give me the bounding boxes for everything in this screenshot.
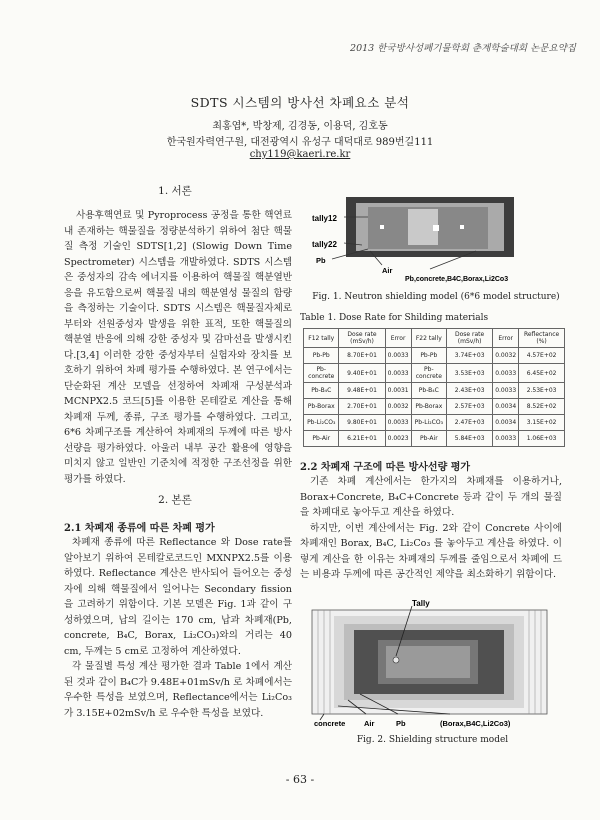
table-cell: 0.0033	[385, 415, 411, 431]
table-cell: Pb-concrete	[304, 364, 339, 383]
table-body	[304, 348, 565, 447]
sub21-heading: 2.1 차폐재 종류에 따른 차폐 평가	[64, 523, 215, 534]
table-cell: 0.0032	[385, 399, 411, 415]
table-cell: 3.53E+03	[447, 364, 493, 383]
table-cell: 6.21E+01	[339, 431, 385, 447]
fig1-tally-marker	[380, 225, 384, 229]
table-cell: 0.0031	[385, 383, 411, 399]
intro-heading: 1. 서론	[158, 185, 192, 197]
table-cell: Pb-Borax	[411, 399, 446, 415]
table-cell: 2.70E+01	[339, 399, 385, 415]
table-header-cell: Error	[385, 329, 411, 348]
paper-authors: 최홍엽*, 박창제, 김경동, 이용덕, 김호동	[212, 121, 388, 132]
table-row	[304, 431, 565, 447]
table-header-cell: Error	[493, 329, 519, 348]
table-row	[304, 364, 565, 383]
paper-title: SDTS 시스템의 방사선 차폐요소 분석	[190, 95, 410, 110]
fig1-label-air: Air	[382, 266, 393, 275]
sub22-text: 기존 차폐 계산에서는 한가지의 차폐재를 이용하거나, Borax+Concrete, B₄C+Concrete 등과 같이 두 개의 물질을 차폐대로 놓아두고 계산을 하였다.	[300, 476, 562, 518]
fig1-label-pb: Pb	[316, 256, 326, 265]
table-cell: 0.0034	[493, 415, 519, 431]
fig2-label-materials: (Borax,B4C,Li2Co3)	[440, 719, 511, 728]
table-header-row	[304, 329, 565, 348]
table-cell: 6.45E+02	[519, 364, 565, 383]
table-cell: Pb-Pb	[411, 348, 446, 364]
table-header-cell: F12 tally	[304, 329, 339, 348]
body-heading: 2. 본론	[158, 494, 192, 506]
fig1-diagram	[310, 185, 562, 290]
figure-2	[300, 596, 565, 728]
table-cell: 0.0033	[385, 364, 411, 383]
table-cell: Pb-Air	[304, 431, 339, 447]
fig1-label-tally22: tally22	[312, 240, 337, 249]
table1-caption: Table 1. Dose Rate for Shilding materials	[300, 313, 489, 323]
fig2-caption: Fig. 2. Shielding structure model	[356, 735, 509, 745]
table-cell: 3.15E+02	[519, 415, 565, 431]
table-header-cell: F22 tally	[411, 329, 446, 348]
intro-paragraph	[64, 208, 292, 487]
table-cell: Pb-B₄C	[411, 383, 446, 399]
table-cell: 2.57E+03	[447, 399, 493, 415]
sub22-text2: 하지만, 이번 계산에서는 Fig. 2와 같이 Concrete 사이에 차폐재인 Borax, B₄C, Li₂Co₃ 를 놓아두고 계산을 하였다. 이렇게 계산을 한 이유는 차폐재의 두께를 줄임으로서 차폐에 드는 비용과 두께에 따른 공간적인 제약을 최소화하기 위함이다.	[300, 522, 562, 580]
fig2-tally-marker	[393, 657, 399, 663]
intro-text: 사용후핵연료 및 Pyroprocess 공정을 통한 핵연료 내 존재하는 핵물질을 정량분석하기 위하여 첨단 핵물질 측정 기술인 SDTS[1,2] (Slowig Down Time Spectrometer) 시스템을 개발하였다. SDTS 시스템은 중성자의 감속 에너지를 이용하여 핵물질 핵분열반응을 유도함으로써 핵물질 내의 핵분열성 물질의 함량을 측정하는 기술이다. SDTS 시스템은 핵물질자체로부터와 선원중성자 발생을 위한 표적, 또한 핵물질의 핵분열 반응에 의해 강한 중성자 및 감마선을 발생시킨다.[3,4] 이러한 강한 중성자부터 실험자와 장치를 보호하기 위하여 차폐 평가를 수행하였다. 본 연구에서는 단순화된 계산 모델을 선정하여 차폐재 구성분석과 MCNPX2.5 코드[5]를 이용한 몬테칼로 계산을 통해 차폐재 두께, 종류, 구조 평가를 수행하였다. 그리고, 6*6 차폐구조를 계산하여 차폐재의 두께에 따른 방사선량을 평가하였다. 아울러 내부 공간 활용에 영향을 미치지 않고 일반인 기준치에 적정한 구조선정을 위한 평가를 하였다.	[64, 210, 292, 485]
fig1-label-tally12: tally12	[312, 214, 337, 223]
table-cell: 8.52E+02	[519, 399, 565, 415]
fig1-caption: Fig. 1. Neutron shielding model (6*6 model structure)	[312, 292, 560, 302]
table-cell: 0.0033	[493, 364, 519, 383]
table-cell: 4.57E+02	[519, 348, 565, 364]
table-cell: 1.06E+03	[519, 431, 565, 447]
table-cell: Pb-concrete	[411, 364, 446, 383]
table1	[303, 328, 565, 447]
table-cell: Pb-Pb	[304, 348, 339, 364]
table-cell: 8.70E+01	[339, 348, 385, 364]
table-cell: Pb-Air	[411, 431, 446, 447]
fig2-label-air: Air	[364, 719, 375, 728]
table-cell: Pb-B₄C	[304, 383, 339, 399]
table-row	[304, 415, 565, 431]
dose-rate-table	[303, 328, 565, 447]
page-number: - 63 -	[285, 773, 315, 786]
table-cell: 2.53E+03	[519, 383, 565, 399]
table-row	[304, 399, 565, 415]
sub21-text: 차폐재 종류에 따른 Reflectance 와 Dose rate를 알아보기 위하여 몬테칼로코드인 MXNPX2.5를 이용하였다. Reflectance 계산은 반사되어 들어오는 중성자에 의해 핵물질에서 일어나는 Secondary fission 을 고려하기 위함이다. 기본 모델은 Fig. 1과 같이 구성하였으며, 납의 길이는 170 cm, 납과 차폐재(Pb, concrete, B₄C, Borax, Li₂CO₃)와의 거리는 40 cm, 두께는 5 cm로 고정하여 계산하였다.	[64, 537, 292, 657]
fig2-label-concrete: concrete	[314, 719, 346, 728]
table-cell: 9.40E+01	[339, 364, 385, 383]
fig2-diagram	[300, 596, 565, 728]
fig2-label-pb: Pb	[396, 719, 406, 728]
table-row	[304, 383, 565, 399]
sub21-text2: 각 물질별 특성 계산 평가한 결과 Table 1에서 계산 된 것과 같이 B₄C가 9.48E+01mSv/h 로 차폐에서는 우수한 특성을 보였으며, Reflectance에서는 Li₂Co₃가 3.15E+02mSv/h 로 우수한 특성을 보였다.	[64, 661, 292, 719]
fig1-label-materials: Pb,concrete,B4C,Borax,Li2Co3	[405, 276, 509, 283]
sub22-heading: 2.2 차폐재 구조에 따른 방사선량 평가	[300, 462, 471, 473]
table-cell: 9.48E+01	[339, 383, 385, 399]
table-cell: Pb-Borax	[304, 399, 339, 415]
fig1-tally-marker	[460, 225, 464, 229]
sub22-paragraph	[300, 474, 562, 583]
conference-header: 2013 한국방사성폐기물학회 춘계학술대회 논문요약집	[350, 43, 576, 54]
fig2-label-tally: Tally	[412, 599, 430, 608]
table-cell: 5.84E+03	[447, 431, 493, 447]
table-cell: 0.0033	[385, 348, 411, 364]
table-header-cell: Dose rate (mSv/h)	[339, 329, 385, 348]
paper-affiliation: 한국원자력연구원, 대전광역시 유성구 대덕대로 989번길111	[166, 137, 434, 148]
table-cell: 0.0033	[493, 383, 519, 399]
table-row	[304, 348, 565, 364]
table-cell: 0.0032	[493, 348, 519, 364]
table-cell: 2.47E+03	[447, 415, 493, 431]
table-cell: 0.0034	[493, 399, 519, 415]
sub21-paragraph	[64, 535, 292, 721]
table-cell: 2.43E+03	[447, 383, 493, 399]
table-cell: 3.74E+03	[447, 348, 493, 364]
table-header-cell: Dose rate (mSv/h)	[447, 329, 493, 348]
figure-1	[310, 185, 562, 290]
table-cell: Pb-Li₂CO₃	[411, 415, 446, 431]
table-cell: Pb-Li₂CO₃	[304, 415, 339, 431]
table-cell: 0.0033	[493, 431, 519, 447]
table-cell: 9.80E+01	[339, 415, 385, 431]
fig1-tally-marker	[433, 225, 439, 231]
table-cell: 0.0023	[385, 431, 411, 447]
table-header-cell: Reflectance (%)	[519, 329, 565, 348]
paper-email[interactable]: chy119@kaeri.re.kr	[249, 149, 351, 160]
